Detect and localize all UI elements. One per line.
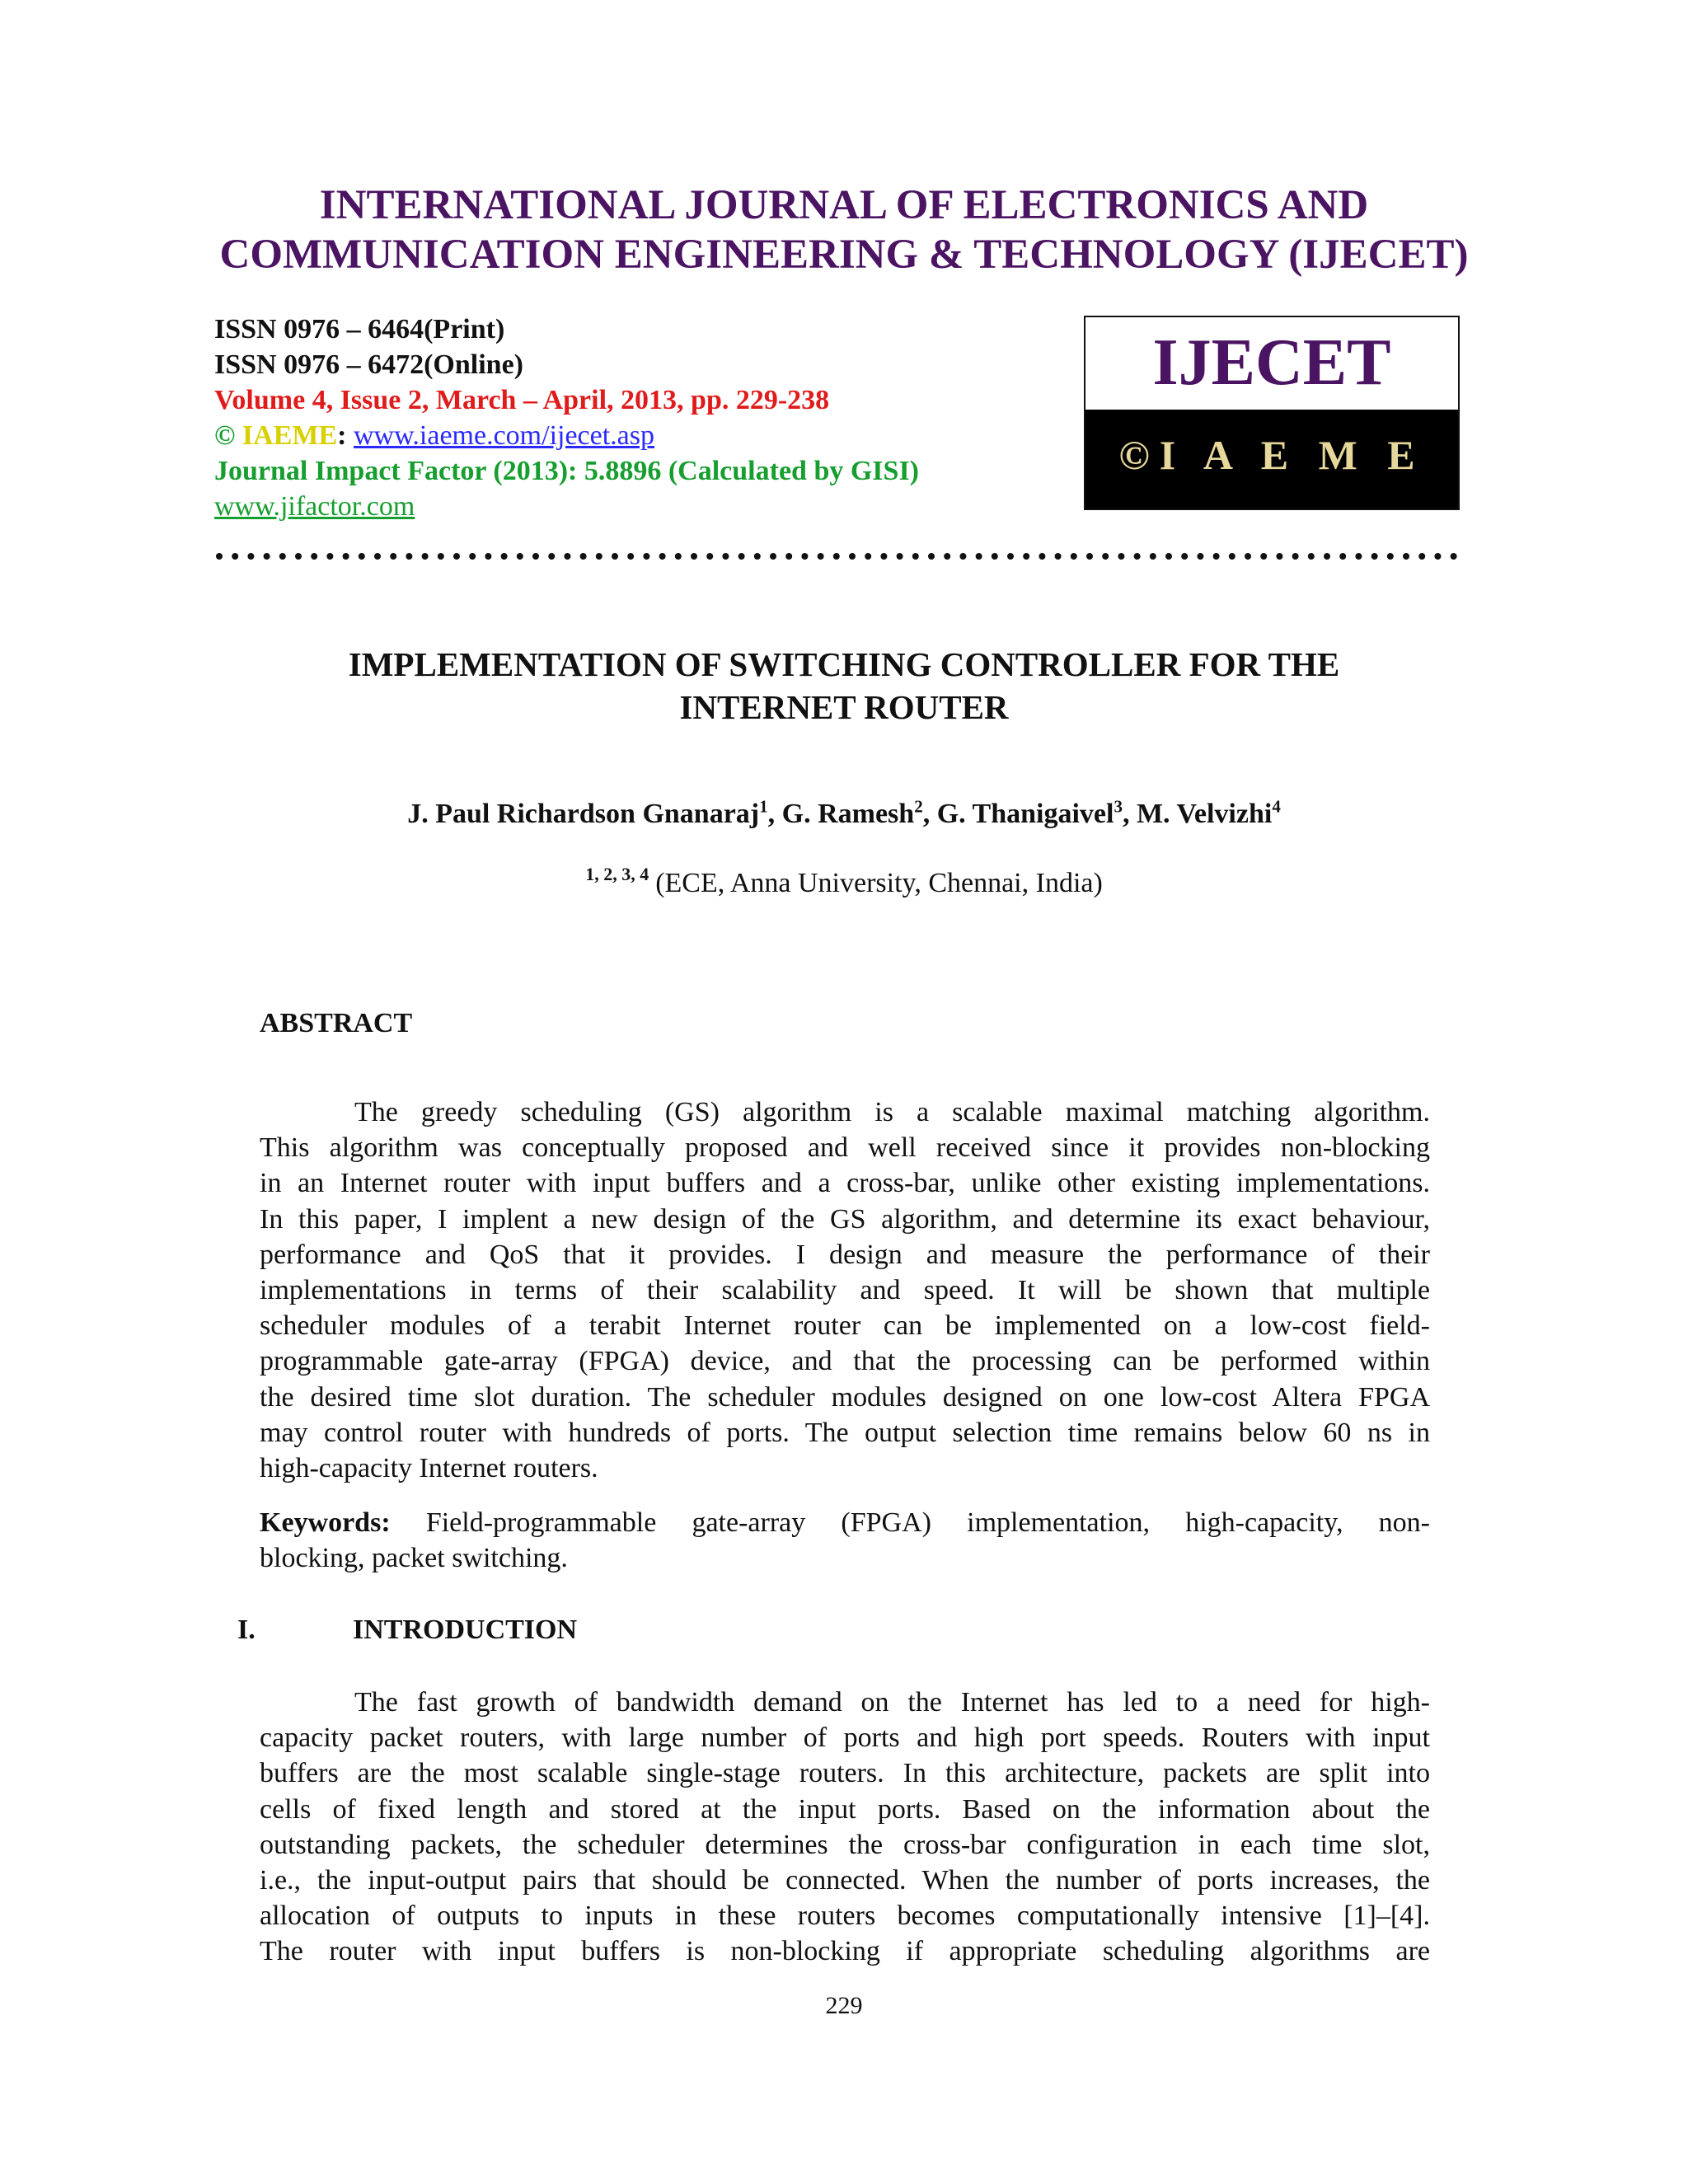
ijecet-logo bbox=[1084, 316, 1460, 510]
copyright-name: IAEME bbox=[241, 420, 338, 451]
divider-dot bbox=[247, 553, 254, 560]
divider-dot bbox=[627, 553, 634, 560]
divider-dot bbox=[390, 553, 396, 560]
divider-dot bbox=[1229, 553, 1236, 560]
copyright-line bbox=[214, 418, 919, 453]
divider-dot bbox=[1197, 553, 1203, 560]
jifactor-link[interactable]: www.jifactor.com bbox=[214, 491, 415, 522]
paper-title-line-2: INTERNET ROUTER bbox=[679, 688, 1009, 726]
divider-dot bbox=[675, 553, 682, 560]
divider-dot bbox=[596, 553, 603, 560]
abstract-line: In this paper, I implent a new design of the GS algorithm, and determine its exact behaviour, bbox=[260, 1203, 1430, 1235]
logo-ijecet-text: IJECET bbox=[1152, 326, 1391, 399]
divider-dot bbox=[818, 553, 824, 560]
divider-dot bbox=[343, 553, 349, 560]
divider-dot bbox=[548, 553, 555, 560]
divider-dot bbox=[1181, 553, 1188, 560]
divider-dot bbox=[580, 553, 587, 560]
divider-dot bbox=[374, 553, 381, 560]
divider-dot bbox=[1165, 553, 1172, 560]
divider-dot bbox=[485, 553, 491, 560]
divider-dot bbox=[944, 553, 950, 560]
divider-dot bbox=[1292, 553, 1299, 560]
divider-dot bbox=[754, 553, 761, 560]
keywords bbox=[260, 1505, 1430, 1576]
journal-website-link[interactable]: www.iaeme.com/ijecet.asp bbox=[353, 420, 655, 451]
divider-dot bbox=[849, 553, 856, 560]
divider-dot bbox=[1102, 553, 1109, 560]
abstract-line: implementations in terms of their scalability and speed. It will be shown that multiple bbox=[260, 1275, 1430, 1306]
abstract-line: the desired time slot duration. The scheduler modules designed on one low-cost Altera FPGA bbox=[260, 1381, 1430, 1413]
dotted-divider bbox=[216, 551, 1457, 562]
divider-dot bbox=[959, 553, 966, 560]
divider-dot bbox=[1007, 553, 1014, 560]
journal-title-line-1: INTERNATIONAL JOURNAL OF ELECTRONICS AND bbox=[319, 182, 1369, 228]
divider-dot bbox=[1355, 553, 1362, 560]
affiliation-superscript: 1, 2, 3, 4 bbox=[585, 864, 649, 884]
introduction-body bbox=[260, 1685, 1430, 1970]
author-name: J. Paul Richardson Gnanaraj bbox=[407, 799, 760, 829]
abstract-line: in an Internet router with input buffers and a cross-bar, unlike other existing implementations. bbox=[260, 1168, 1430, 1199]
divider-dot bbox=[469, 553, 476, 560]
author-name: G. Thanigaivel bbox=[936, 799, 1114, 829]
divider-dot bbox=[1245, 553, 1251, 560]
keywords-line bbox=[260, 1505, 1430, 1540]
divider-dot bbox=[659, 553, 666, 560]
divider-dot bbox=[1071, 553, 1077, 560]
intro-line: allocation of outputs to inputs in these routers becomes computationally intensive [1]–[4]. bbox=[260, 1900, 1430, 1932]
divider-dot bbox=[406, 553, 412, 560]
divider-dot bbox=[706, 553, 713, 560]
divider-dot bbox=[1434, 553, 1441, 560]
divider-dot bbox=[1339, 553, 1346, 560]
author-superscript: 2 bbox=[914, 796, 923, 817]
paper-title-line-1: IMPLEMENTATION OF SWITCHING CONTROLLER FOR THE bbox=[348, 645, 1340, 683]
divider-dot bbox=[1213, 553, 1220, 560]
abstract-line: The greedy scheduling (GS) algorithm is a scalable maximal matching algorithm. bbox=[354, 1097, 1430, 1127]
journal-metadata bbox=[214, 312, 919, 524]
divider-dot bbox=[1086, 553, 1093, 560]
issn-print: ISSN 0976 – 6464(Print) bbox=[214, 314, 505, 344]
keywords-line: blocking, packet switching. bbox=[260, 1543, 568, 1574]
divider-dot bbox=[1372, 553, 1378, 560]
divider-dot bbox=[928, 553, 935, 560]
author-superscript: 1 bbox=[759, 796, 768, 817]
page-number: 229 bbox=[825, 1992, 863, 2019]
abstract-line: This algorithm was conceptually proposed and well received since it provides non-blocking bbox=[260, 1132, 1430, 1164]
divider-dot bbox=[1451, 553, 1457, 560]
abstract-line: programmable gate-array (FPGA) device, and that the processing can be performed within bbox=[260, 1346, 1430, 1377]
divider-dot bbox=[422, 553, 429, 560]
divider-dot bbox=[801, 553, 808, 560]
divider-dot bbox=[453, 553, 460, 560]
divider-dot bbox=[976, 553, 982, 560]
impact-factor: Journal Impact Factor (2013): 5.8896 (Calculated by GISI) bbox=[214, 456, 919, 486]
divider-dot bbox=[517, 553, 523, 560]
divider-dot bbox=[564, 553, 570, 560]
divider-dot bbox=[1055, 553, 1062, 560]
abstract-body bbox=[260, 1094, 1430, 1486]
intro-line: outstanding packets, the scheduler determines the cross-bar configuration in each time slot, bbox=[260, 1829, 1430, 1860]
divider-dot bbox=[1324, 553, 1330, 560]
author-separator: , bbox=[1122, 799, 1137, 829]
abstract-line: performance and QoS that it provides. I design and measure the performance of their bbox=[260, 1239, 1430, 1270]
logo-iaeme-text: ©I A E M E bbox=[1085, 410, 1458, 509]
divider-dot bbox=[1118, 553, 1124, 560]
journal-title-line-2: COMMUNICATION ENGINEERING & TECHNOLOGY (IJECET) bbox=[219, 232, 1469, 278]
intro-number: I. bbox=[237, 1615, 256, 1645]
divider-dot bbox=[311, 553, 317, 560]
author-separator: , bbox=[922, 799, 937, 829]
divider-dot bbox=[770, 553, 776, 560]
divider-dot bbox=[1418, 553, 1425, 560]
divider-dot bbox=[438, 553, 444, 560]
divider-dot bbox=[1387, 553, 1394, 560]
divider-dot bbox=[279, 553, 286, 560]
affiliation bbox=[0, 864, 1688, 902]
divider-dot bbox=[1023, 553, 1029, 560]
divider-dot bbox=[1276, 553, 1282, 560]
divider-dot bbox=[897, 553, 903, 560]
divider-dot bbox=[1039, 553, 1045, 560]
divider-dot bbox=[232, 553, 238, 560]
abstract-line: scheduler modules of a terabit Internet router can be implemented on a low-cost field- bbox=[260, 1310, 1430, 1342]
author-name: G. Ramesh bbox=[781, 799, 915, 829]
divider-dot bbox=[326, 553, 333, 560]
divider-dot bbox=[833, 553, 840, 560]
affiliation-text: (ECE, Anna University, Chennai, India) bbox=[655, 868, 1103, 898]
intro-heading: INTRODUCTION bbox=[353, 1615, 578, 1645]
volume-issue: Volume 4, Issue 2, March – April, 2013, pp. 229-238 bbox=[214, 385, 830, 415]
divider-dot bbox=[1260, 553, 1267, 560]
intro-line: capacity packet routers, with large number of ports and high port speeds. Routers with input bbox=[260, 1722, 1430, 1754]
divider-dot bbox=[264, 553, 270, 560]
divider-dot bbox=[359, 553, 365, 560]
intro-line: The fast growth of bandwidth demand on the Internet has led to a need for high- bbox=[354, 1687, 1430, 1718]
divider-dot bbox=[880, 553, 887, 560]
divider-dot bbox=[612, 553, 618, 560]
intro-line: The router with input buffers is non-blocking if appropriate scheduling algorithms are bbox=[260, 1936, 1430, 1967]
author-superscript: 3 bbox=[1114, 796, 1123, 817]
author-separator: , bbox=[767, 799, 782, 829]
intro-line: i.e., the input-output pairs that should be connected. When the number of ports increases, the bbox=[260, 1865, 1430, 1896]
author-superscript: 4 bbox=[1272, 796, 1281, 817]
keywords-label: Keywords: bbox=[260, 1507, 391, 1538]
divider-dot bbox=[295, 553, 302, 560]
divider-dot bbox=[865, 553, 871, 560]
issn-online: ISSN 0976 – 6472(Online) bbox=[214, 349, 523, 380]
intro-line: cells of fixed length and stored at the input ports. Based on the information about the bbox=[260, 1793, 1430, 1825]
divider-dot bbox=[992, 553, 998, 560]
divider-dot bbox=[722, 553, 729, 560]
abstract-heading: ABSTRACT bbox=[260, 1008, 413, 1038]
divider-dot bbox=[1134, 553, 1141, 560]
divider-dot bbox=[216, 553, 223, 560]
divider-dot bbox=[643, 553, 649, 560]
copyright-colon: : bbox=[337, 420, 347, 451]
intro-line: buffers are the most scalable single-stage routers. In this architecture, packets are split into bbox=[260, 1758, 1430, 1789]
divider-dot bbox=[1150, 553, 1156, 560]
abstract-line: high-capacity Internet routers. bbox=[260, 1453, 598, 1484]
divider-dot bbox=[501, 553, 508, 560]
divider-dot bbox=[532, 553, 539, 560]
author-name: M. Velvizhi bbox=[1136, 799, 1273, 829]
keywords-text: Field-programmable gate-array (FPGA) implementation, high-capacity, non- bbox=[425, 1507, 1431, 1538]
divider-dot bbox=[912, 553, 919, 560]
divider-dot bbox=[785, 553, 792, 560]
author-list bbox=[0, 798, 1688, 831]
divider-dot bbox=[691, 553, 697, 560]
abstract-line: may control router with hundreds of ports. The output selection time remains below 60 ns in bbox=[260, 1417, 1430, 1448]
divider-dot bbox=[738, 553, 745, 560]
copyright-symbol: © bbox=[214, 420, 236, 451]
divider-dot bbox=[1308, 553, 1315, 560]
divider-dot bbox=[1403, 553, 1409, 560]
